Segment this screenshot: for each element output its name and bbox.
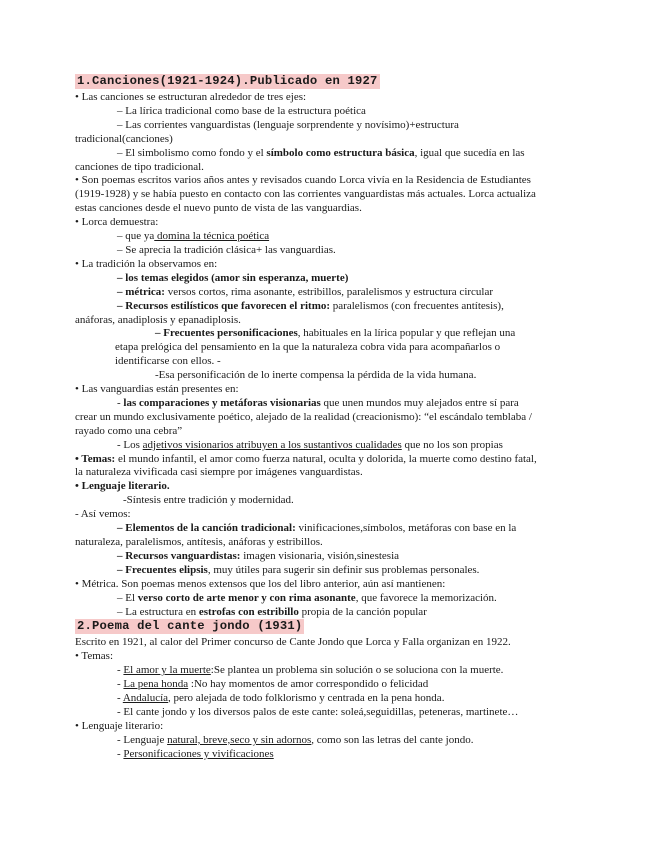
underlined-term: domina la técnica poética — [154, 230, 270, 243]
text: , muy útiles para sugerir sin definir sus problemas personales. — [207, 563, 480, 576]
underlined-term: Personificaciones y vivificaciones — [123, 747, 274, 760]
continuation-line: naturaleza, paralelismos, antítesis, anáforas y estribillos. — [75, 536, 323, 548]
sub-item — [75, 678, 585, 692]
paragraph-line: estas canciones desde el nuevo punto de vista de las vanguardias. — [75, 202, 362, 215]
sub-item — [75, 397, 585, 411]
continuation-line: canciones de tipo tradicional. — [75, 160, 204, 173]
sub-item — [75, 748, 585, 762]
text: - — [117, 692, 123, 705]
paragraph-line: (1919-1928) y se había puesto en contacto con las corrientes vanguardistas más actuales. Lorca actualiza — [75, 188, 536, 201]
bold-term: – Recursos estilísticos que favorecen el ritmo: — [117, 299, 331, 312]
underlined-term: natural, breve,seco y sin adornos — [167, 733, 312, 746]
sub-item: – Las corrientes vanguardistas (lenguaje sorprendente y novísimo)+estructura — [117, 118, 459, 131]
bold-term: – Elementos de la canción tradicional: — [117, 522, 296, 535]
text: que unen mundos muy alejados entre sí para — [320, 396, 519, 409]
section-heading-canciones: 1.Canciones(1921-1924).Publicado en 1927 — [77, 74, 378, 88]
text: - — [117, 396, 124, 409]
text: - Los — [117, 438, 143, 451]
sub-item — [75, 664, 585, 678]
sub-item: - El cante jondo y los diversos palos de este cante: soleá,seguidillas, peteneras, martinete… — [117, 705, 519, 718]
bullet-line: • Métrica. Son poemas menos extensos que los del libro anterior, aún así mantienen: — [75, 577, 446, 590]
sub-item — [75, 300, 585, 314]
bullet-line: - Así vemos: — [75, 508, 131, 521]
text: – El simbolismo como fondo y el — [117, 146, 267, 159]
bold-term: – métrica: — [117, 285, 165, 298]
bullet-line: • La tradición la observamos en: — [75, 257, 218, 270]
text: - — [117, 747, 124, 760]
text: el mundo infantil, el amor como fuerza natural, oculta y dolorida, la muerte como destino fatal, — [115, 452, 537, 465]
sub-item — [75, 286, 585, 300]
continuation-line: etapa prelógica del pensamiento en la que la naturaleza cobra vida para acompañarlos o — [115, 341, 501, 354]
section-heading-cante-jondo: 2.Poema del cante jondo (1931) — [77, 619, 303, 634]
text: propia de la canción popular — [298, 605, 427, 618]
paragraph-line: Escrito en 1921, al calor del Primer concurso de Cante Jondo que Lorca y Falla organizan en 1922. — [75, 636, 511, 649]
sub-item: -Síntesis entre tradición y modernidad. — [123, 494, 294, 507]
sub-item — [75, 327, 585, 341]
text: :Se plantea un problema sin solución o se soluciona con la muerte. — [210, 664, 504, 677]
sub-item: – La lírica tradicional como base de la estructura poética — [117, 104, 366, 117]
text: versos cortos, rima asonante, estribillos, paralelismos y estructura circular — [164, 285, 494, 298]
sub-item — [75, 147, 585, 161]
text: :No hay momentos de amor correspondido o felicidad — [188, 678, 429, 691]
sub-item: – los temas elegidos (amor sin esperanza, muerte) — [117, 271, 349, 284]
text: - — [117, 664, 124, 677]
text: vinificaciones,símbolos, metáforas con base en la — [295, 522, 517, 535]
bullet-line: • Son poemas escritos varios años antes y revisados cuando Lorca vivía en la Residencia de Estudiantes — [75, 174, 531, 187]
sub-item — [75, 734, 585, 748]
sub-item — [75, 692, 585, 706]
text: - Lenguaje — [117, 733, 168, 746]
bullet-line: • Las vanguardias están presentes en: — [75, 383, 239, 396]
bullet-line — [75, 453, 585, 467]
sub-item: – Se aprecia la tradición clásica+ las vanguardias. — [117, 243, 336, 256]
text: , como son las letras del cante jondo. — [311, 733, 474, 746]
underlined-term: adjetivos visionarios atribuyen a los sustantivos cualidades — [142, 438, 402, 451]
text: , que favorece la memorización. — [355, 591, 497, 604]
bullet-line: • Lenguaje literario: — [75, 719, 164, 732]
sub-item — [75, 564, 585, 578]
bold-term: – Recursos vanguardistas: — [117, 549, 241, 562]
text: , igual que sucedía en las — [414, 146, 525, 159]
text: – El — [117, 591, 138, 604]
text: , pero alejada de todo folklorismo y centrada en la pena honda. — [168, 692, 445, 705]
text: imagen visionaria, visión,sinestesia — [240, 549, 400, 562]
bullet-line: • Lenguaje literario. — [75, 480, 170, 493]
text: que no los son propias — [401, 438, 503, 451]
text: paralelismos (con frecuentes antítesis), — [330, 299, 504, 312]
sub-item — [75, 522, 585, 536]
text: - — [117, 678, 124, 691]
sub-item — [75, 230, 585, 244]
sub-item — [75, 439, 585, 453]
underlined-term: El amor y la muerte — [123, 664, 211, 677]
continuation-line: rayado como una cebra” — [75, 424, 183, 437]
continuation-line: la naturaleza vivificada casi siempre por imágenes vanguardistas. — [75, 466, 363, 479]
continuation-line: tradicional(canciones) — [75, 132, 173, 145]
continuation-line: anáforas, anadiplosis y epanadiplosis. — [75, 313, 241, 326]
bold-term: • Temas: — [75, 452, 116, 465]
bold-term: estrofas con estribillo — [198, 605, 299, 618]
bullet-line: • Las canciones se estructuran alrededor de tres ejes: — [75, 91, 307, 103]
sub-item: -Esa personificación de lo inerte compensa la pérdida de la vida humana. — [155, 369, 477, 382]
bold-term: – Frecuentes elipsis — [117, 563, 208, 576]
continuation-line: crear un mundo exclusivamente poético, alejado de la realidad (creacionismo): “el escándalo temblaba / — [75, 410, 532, 423]
underlined-term: La pena honda — [123, 678, 189, 691]
bullet-line: • Lorca demuestra: — [75, 216, 159, 229]
sub-item — [75, 592, 585, 606]
bold-term: símbolo como estructura básica — [266, 146, 415, 159]
continuation-line: identificarse con ellos. - — [115, 355, 221, 368]
text: – que ya — [117, 230, 155, 243]
bold-term: las comparaciones y metáforas visionarias — [123, 396, 321, 409]
text: – La estructura en — [117, 605, 199, 618]
document-page — [75, 74, 585, 762]
bold-term: verso corto de arte menor y con rima asonante — [137, 591, 356, 604]
sub-item — [75, 550, 585, 564]
bullet-line: • Temas: — [75, 650, 114, 663]
underlined-term: Andalucía — [122, 692, 169, 705]
bold-term: – Frecuentes personificaciones — [155, 327, 298, 340]
sub-item — [75, 606, 585, 620]
text: , habituales en la lírica popular y que reflejan una — [297, 327, 516, 340]
